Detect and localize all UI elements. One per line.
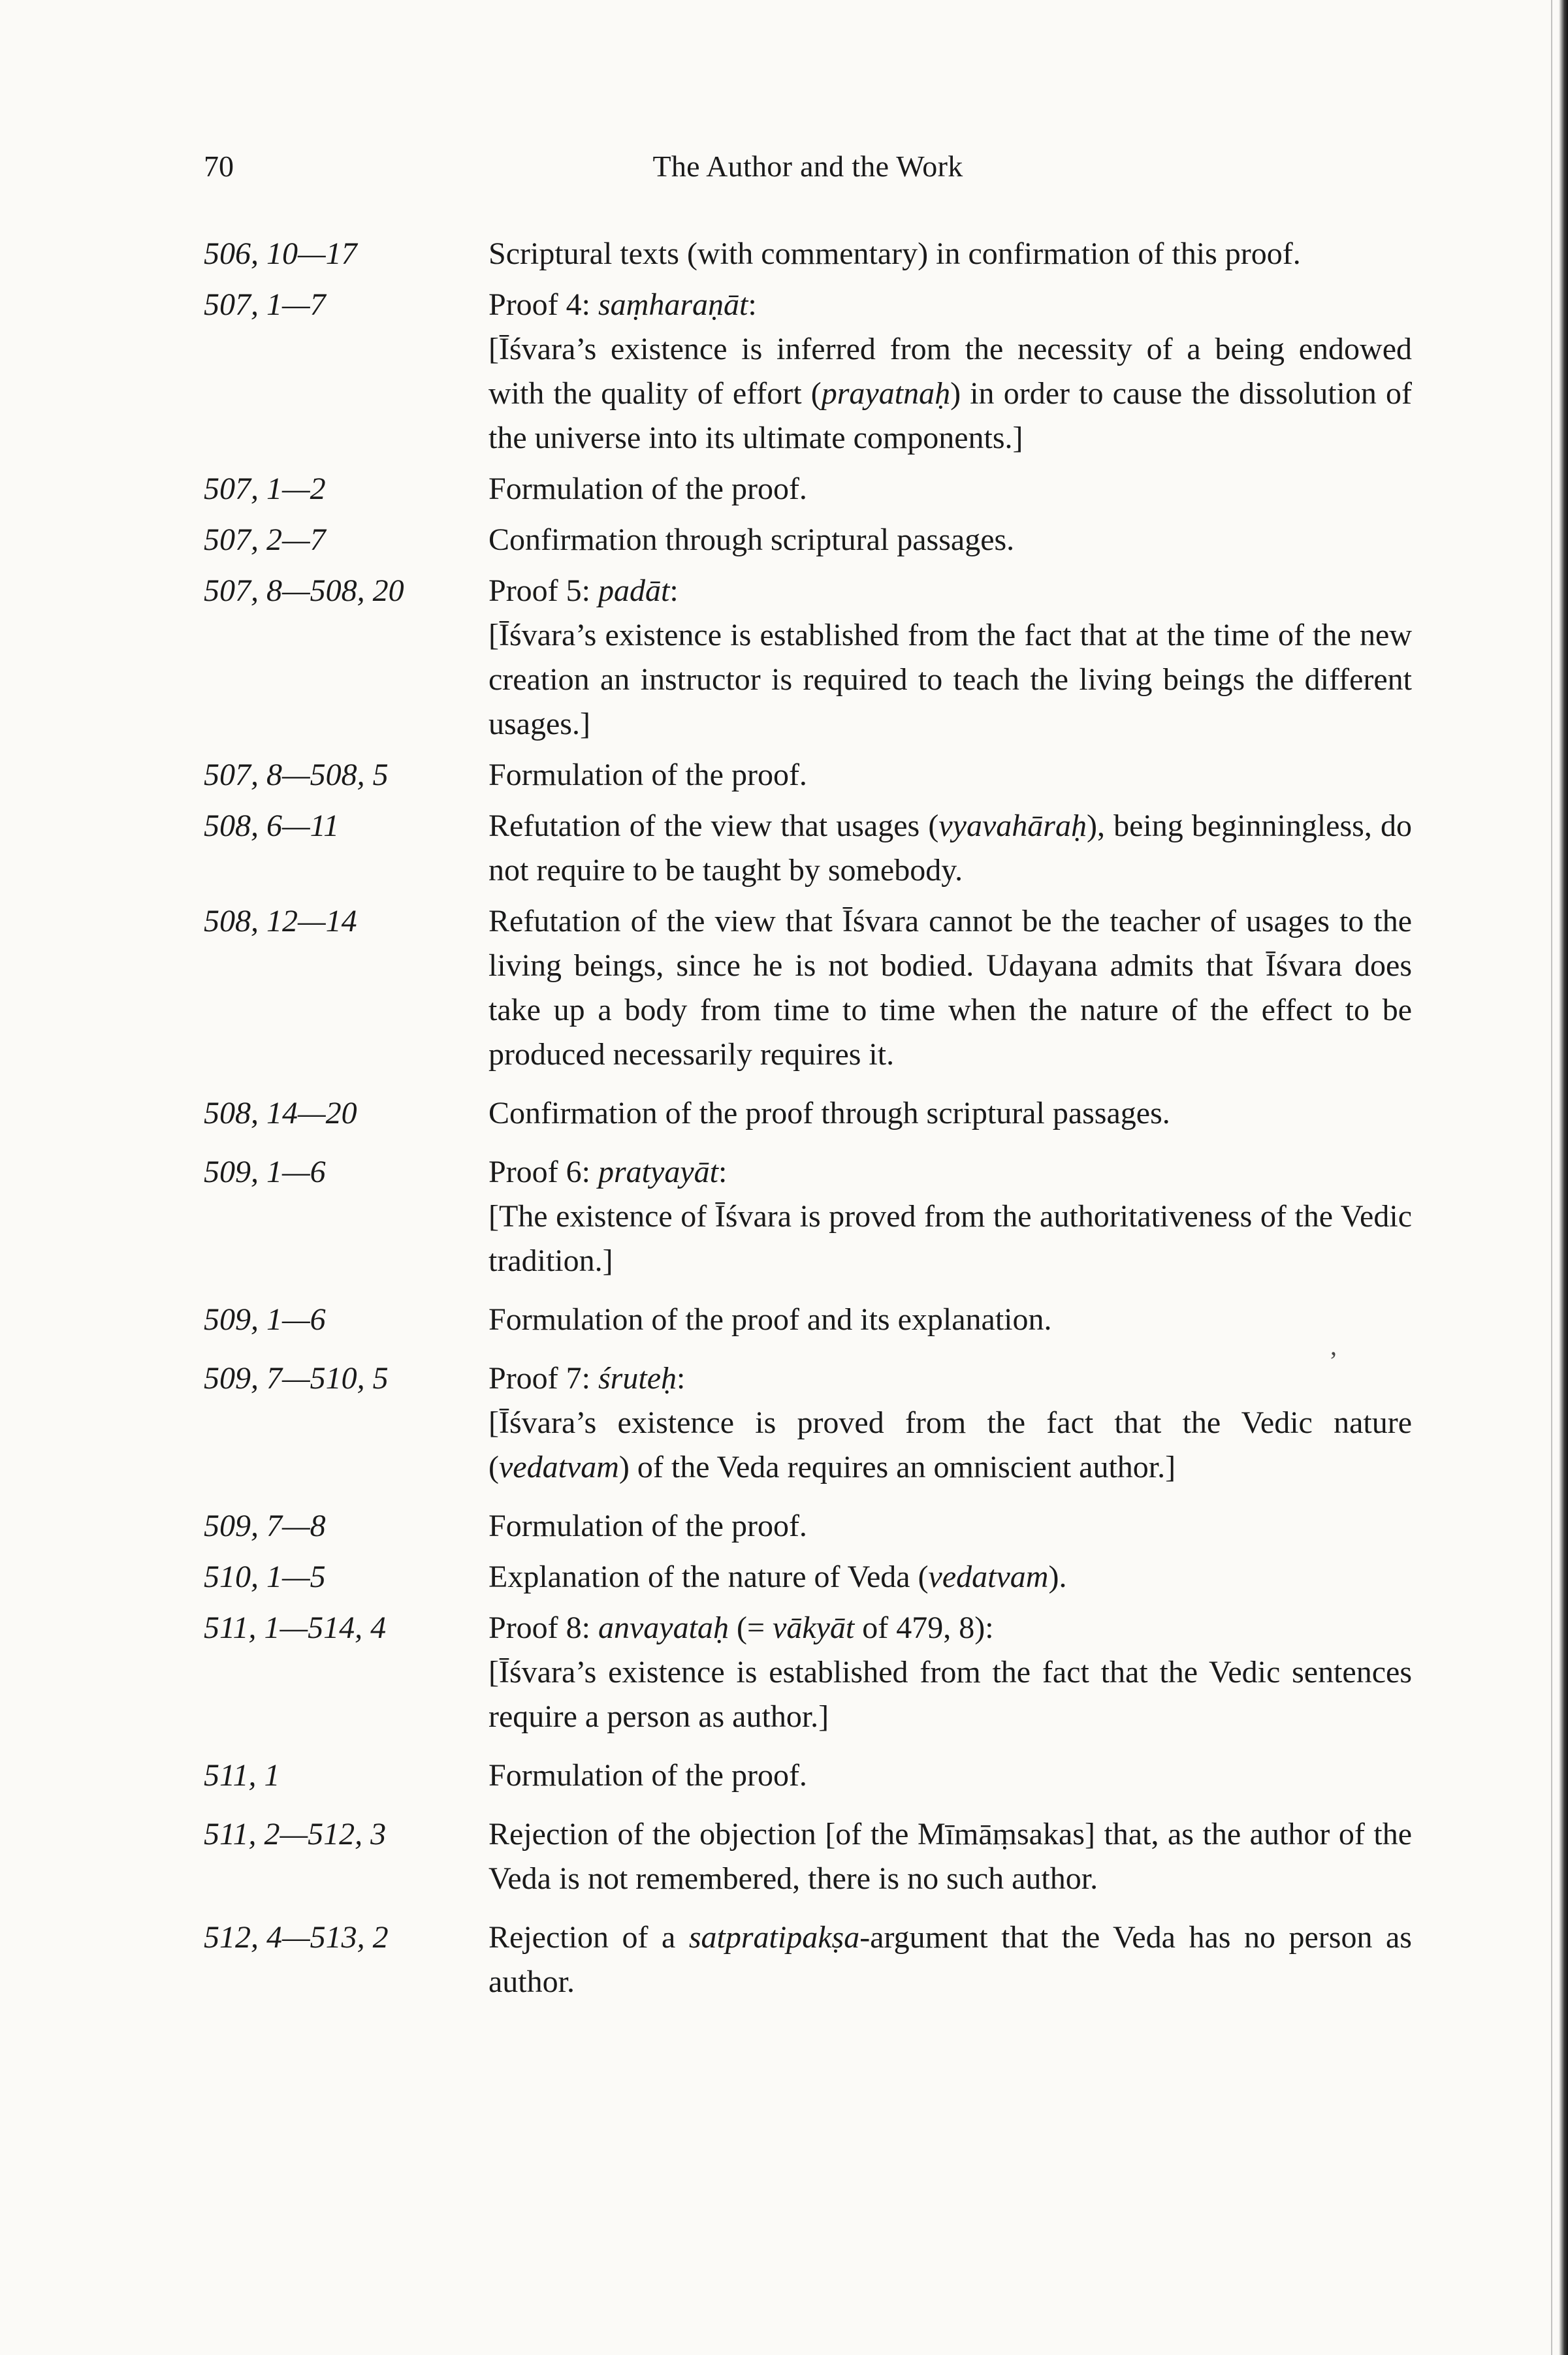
entry-text: Formulation of the proof and its explanation. (488, 1302, 1052, 1337)
entry-reference: 511, 2—512, 3 (204, 1817, 387, 1851)
entry-text: Rejection of a satpratipakṣa-argument that the Veda has no person as author. (488, 1920, 1412, 1999)
page-header (204, 149, 1412, 195)
entry-description (488, 899, 1412, 1077)
entry-reference: 509, 1—6 (204, 1302, 326, 1337)
page-binding-edge (1559, 0, 1568, 2355)
contents-entry (204, 518, 1412, 562)
entry-description (488, 1150, 1412, 1283)
entry-description (488, 753, 1412, 797)
page-binding-line (1551, 0, 1552, 2355)
entry-reference: 509, 1—6 (204, 1155, 326, 1189)
entry-description (488, 283, 1412, 460)
entry-description (488, 1356, 1412, 1490)
contents-entry (204, 1150, 1412, 1283)
proof-note: [Īśvara’s existence is established from the fact that at the time of the new creation an instructor is required to teach the living beings the different usages.] (488, 618, 1412, 741)
contents-entry (204, 1606, 1412, 1739)
entry-reference: 506, 10—17 (204, 236, 357, 271)
contents-entry (204, 232, 1412, 276)
proof-note: [The existence of Īśvara is proved from the authoritativeness of the Vedic tradition.] (488, 1199, 1412, 1278)
entry-text: Refutation of the view that usages (vyavahāraḥ), being beginningless, do not require to be taught by somebody. (488, 809, 1412, 888)
sanskrit-term: satpratipakṣa (688, 1920, 860, 1955)
contents-entry (204, 283, 1412, 460)
entry-reference: 510, 1—5 (204, 1560, 326, 1594)
sanskrit-term: vedatvam (928, 1560, 1049, 1594)
entry-reference: 508, 12—14 (204, 904, 357, 938)
entry-description (488, 518, 1412, 562)
entry-reference: 507, 2—7 (204, 522, 326, 557)
proof-heading: Proof 8: anvayataḥ (= vākyāt of 479, 8): (488, 1610, 994, 1645)
entry-text: Scriptural texts (with commentary) in confirmation of this proof. (488, 236, 1301, 271)
entry-reference: 507, 8—508, 20 (204, 573, 404, 608)
proof-heading: Proof 7: śruteḥ: (488, 1361, 686, 1396)
entry-reference: 507, 1—7 (204, 287, 326, 322)
contents-entry (204, 804, 1412, 893)
entry-description (488, 232, 1412, 276)
proof-heading: Proof 6: pratyayāt: (488, 1155, 728, 1189)
contents-entry (204, 899, 1412, 1077)
sanskrit-term: saṃharaṇāt (598, 287, 748, 322)
entry-description (488, 569, 1412, 746)
entry-description (488, 1812, 1412, 1901)
contents-entry (204, 753, 1412, 797)
entry-text: Confirmation of the proof through scriptural passages. (488, 1096, 1170, 1130)
entry-reference: 509, 7—510, 5 (204, 1361, 389, 1396)
contents-entry (204, 467, 1412, 511)
contents-entry (204, 569, 1412, 746)
sanskrit-term: vedatvam (498, 1450, 619, 1484)
contents-entry (204, 1915, 1412, 2004)
sanskrit-term: vyavahāraḥ (938, 809, 1087, 843)
entry-reference: 511, 1—514, 4 (204, 1610, 387, 1645)
proof-note: [Īśvara’s existence is inferred from the necessity of a being endowed with the quality of effort (prayatnaḥ) in order to cause the dissolution of the universe into its ultimate components.] (488, 332, 1412, 455)
entry-reference: 507, 1—2 (204, 472, 326, 506)
entry-reference: 507, 8—508, 5 (204, 758, 389, 792)
contents-entry (204, 1504, 1412, 1548)
contents-entry (204, 1812, 1412, 1901)
entry-reference: 509, 7—8 (204, 1509, 326, 1543)
entry-description (488, 1504, 1412, 1548)
contents-entry (204, 1754, 1412, 1798)
sanskrit-term: prayatnaḥ (821, 376, 951, 411)
page-number: 70 (204, 150, 234, 183)
proof-note: [Īśvara’s existence is established from the fact that the Vedic sentences require a person as author.] (488, 1655, 1412, 1734)
contents-entry (204, 1091, 1412, 1136)
contents-entry (204, 1298, 1412, 1342)
entry-reference: 508, 14—20 (204, 1096, 357, 1130)
entry-text: Formulation of the proof. (488, 1509, 807, 1543)
entry-description (488, 1555, 1412, 1599)
running-title: The Author and the Work (652, 150, 963, 183)
entry-description (488, 1754, 1412, 1798)
entry-description (488, 467, 1412, 511)
proof-heading: Proof 5: padāt: (488, 573, 679, 608)
proof-note: [Īśvara’s existence is proved from the fact that the Vedic nature (vedatvam) of the Veda requires an omniscient author.] (488, 1405, 1412, 1484)
entry-reference: 512, 4—513, 2 (204, 1920, 389, 1955)
entry-reference: 508, 6—11 (204, 809, 340, 843)
sanskrit-term: śruteḥ (598, 1361, 677, 1396)
entry-text: Confirmation through scriptural passages. (488, 522, 1015, 557)
entry-text: Formulation of the proof. (488, 758, 807, 792)
sanskrit-term: vākyāt (773, 1610, 855, 1645)
entry-text: Explanation of the nature of Veda (vedatvam). (488, 1560, 1067, 1594)
contents-entry (204, 1555, 1412, 1599)
sanskrit-term: pratyayāt (598, 1155, 718, 1189)
sanskrit-term: padāt (598, 573, 670, 608)
entry-description (488, 1091, 1412, 1136)
proof-heading: Proof 4: saṃharaṇāt: (488, 287, 757, 322)
entry-text: Refutation of the view that Īśvara cannot be the teacher of usages to the living beings, since he is not bodied. Udayana admits that Īśvara does take up a body from time to time when the nature of the effect to be produced necessarily requires it. (488, 904, 1412, 1072)
entry-text: Formulation of the proof. (488, 1758, 807, 1793)
entry-reference: 511, 1 (204, 1758, 280, 1793)
contents-list (204, 232, 1412, 2004)
sanskrit-term: anvayataḥ (598, 1610, 729, 1645)
entry-description (488, 1298, 1412, 1342)
entry-description (488, 804, 1412, 893)
entry-description (488, 1606, 1412, 1739)
entry-text: Rejection of the objection [of the Mīmāṃsakas] that, as the author of the Veda is not remembered, there is no such author. (488, 1817, 1412, 1896)
entry-text: Formulation of the proof. (488, 472, 807, 506)
stray-mark: ’ (1329, 1346, 1338, 1375)
entry-description (488, 1915, 1412, 2004)
contents-entry (204, 1356, 1412, 1490)
